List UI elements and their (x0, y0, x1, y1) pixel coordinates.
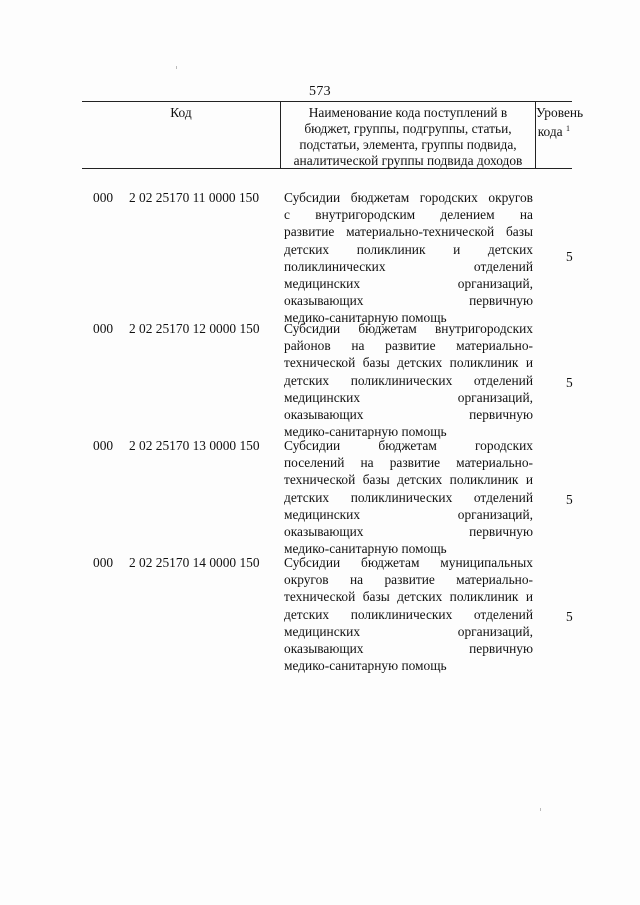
income-code: 2 02 25170 14 0000 150 (129, 555, 260, 570)
income-description (284, 189, 533, 327)
admin-code: 000 (93, 555, 114, 570)
description-line: детских поликлинических отделений (284, 372, 533, 388)
income-code: 2 02 25170 13 0000 150 (129, 438, 260, 453)
code-level: 5 (566, 492, 573, 507)
code-level: 5 (566, 609, 573, 624)
income-description (284, 320, 533, 440)
admin-code: 000 (93, 321, 114, 336)
description-line: Субсидии бюджетам муниципальных (284, 555, 533, 570)
header-code: Код (82, 102, 281, 168)
description-line: поселений на развитие материально- (284, 455, 533, 471)
description-line: технической базы детских поликлиник и (284, 589, 533, 605)
header-name-line: Наименование кода поступлений в (308, 105, 508, 120)
header-name-line: бюджет, группы, подгруппы, статьи, (304, 121, 512, 136)
description-line: округов на развитие материально- (284, 572, 533, 588)
description-line: медицинских организаций, (284, 506, 533, 522)
description-line: оказывающих первичную (284, 523, 533, 539)
description-line: медико-санитарную помощь (284, 424, 447, 440)
header-level-line2 (536, 121, 572, 140)
description-line: Субсидии бюджетам городских округов (284, 190, 533, 205)
description-line: технической базы детских поликлиник и (284, 355, 533, 371)
header-level-line1: Уровень (536, 105, 584, 120)
description-line: медико-санитарную помощь (284, 310, 447, 326)
header-name-line: подстатьи, элемента, группы подвида, (299, 137, 517, 152)
income-description (284, 437, 533, 557)
admin-code: 000 (93, 190, 114, 205)
description-line: медико-санитарную помощь (284, 541, 447, 557)
header-name-line: аналитической группы подвида доходов (293, 153, 523, 168)
income-code: 2 02 25170 11 0000 150 (129, 190, 260, 205)
description-line: оказывающих первичную (284, 293, 533, 309)
page-number: 573 (309, 84, 331, 99)
income-description (284, 554, 533, 674)
description-line: медико-санитарную помощь (284, 658, 447, 674)
description-line: оказывающих первичную (284, 640, 533, 656)
description-line: развитие материально-технической базы (284, 224, 533, 240)
description-line: медицинских организаций, (284, 623, 533, 639)
description-line: детских поликлиник и детских (284, 241, 533, 257)
description-line: детских поликлинических отделений (284, 489, 533, 505)
code-level: 5 (566, 249, 573, 264)
code-level: 5 (566, 375, 573, 390)
description-line: с внутригородским делением на (284, 207, 533, 223)
header-name (281, 102, 536, 168)
description-line: поликлинических отделений (284, 258, 533, 274)
description-line: районов на развитие материально- (284, 338, 533, 354)
description-line: Субсидии бюджетам внутригородских (284, 321, 533, 336)
income-code: 2 02 25170 12 0000 150 (129, 321, 260, 336)
header-level (536, 102, 584, 168)
description-line: медицинских организаций, (284, 275, 533, 291)
admin-code: 000 (93, 438, 114, 453)
footnote-marker: 1 (566, 124, 570, 133)
description-line: оказывающих первичную (284, 406, 533, 422)
scan-speck (176, 66, 177, 69)
description-line: Субсидии бюджетам городских (284, 438, 533, 453)
scan-speck (540, 808, 541, 811)
header-level-label: кода (537, 124, 563, 139)
table-header (82, 101, 584, 169)
description-line: медицинских организаций, (284, 389, 533, 405)
description-line: детских поликлинических отделений (284, 606, 533, 622)
description-line: технической базы детских поликлиник и (284, 472, 533, 488)
